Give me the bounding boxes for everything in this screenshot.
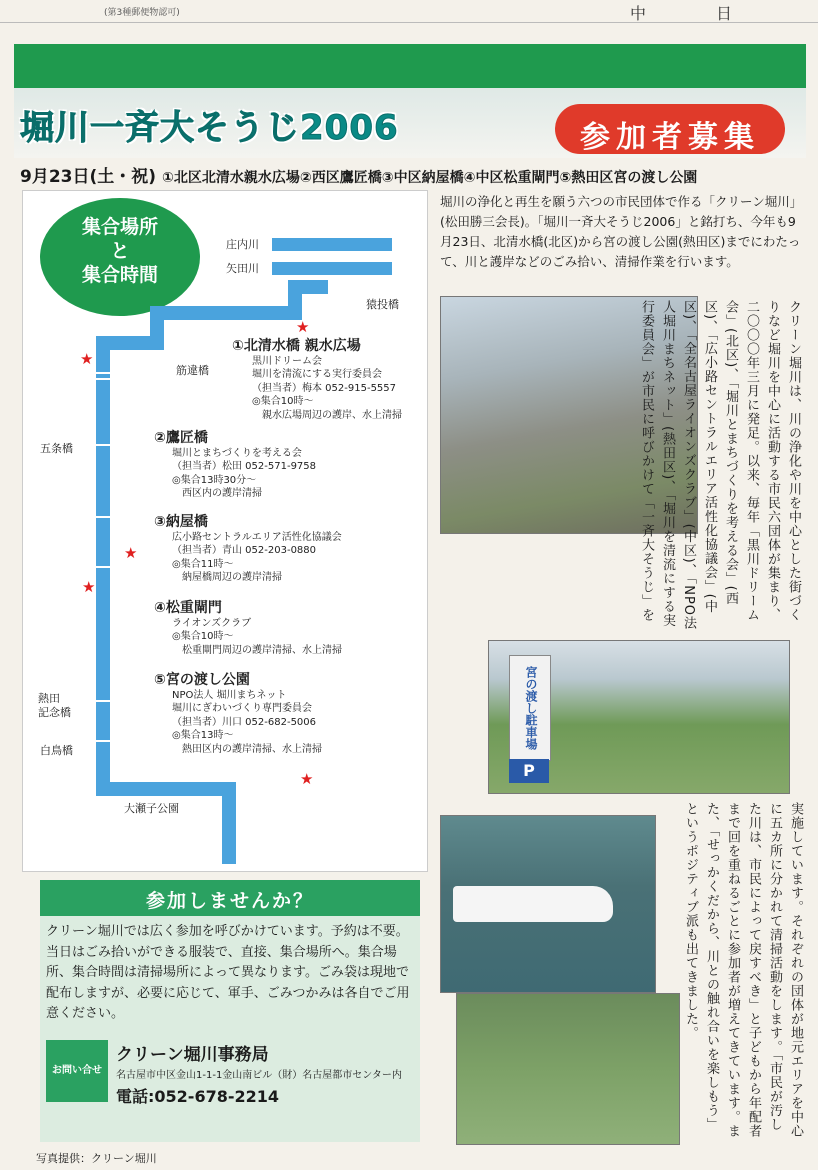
site-star-icon: ★	[300, 770, 314, 788]
site-2-line: （担当者）松田 052-571-9758	[172, 461, 317, 472]
site-3-line: ◎集合11時～	[172, 558, 234, 570]
cleanup-bank-photo	[456, 993, 680, 1145]
place-gojo-bridge: 五条橋	[40, 442, 73, 455]
article-body-col1-text: クリーン堀川は、川の浄化や川を中心とした街づくりなど堀川を中心に活動する市民六団体が集まり、二〇〇〇年三月に発足。以来、毎年「黒川ドリーム会」(北区)、「堀川とまちづくりを考える会」(西区)、「広小路セントラルエリア活性化協議会」(中区)、「全名古屋ライオンズクラブ」(中区)、「NPO法人堀川まちネット」(熱田区)、「堀川を清流にする実行委員会」が市民に呼びかけて「一斉大そうじ」を	[639, 300, 801, 631]
map-heading-line2: と	[110, 240, 130, 262]
site-5-line: （担当者）川口 052-682-5006	[172, 716, 317, 728]
river-shonai	[272, 238, 392, 251]
river-horikawa-bottom	[96, 782, 236, 796]
site-3-info	[154, 516, 414, 585]
site-1-line: ◎集合10時～	[252, 396, 314, 407]
place-oseko-park: 大瀬子公園	[124, 802, 179, 815]
site-2-name: ②鷹匠橋	[154, 430, 208, 446]
bridge-marker	[88, 444, 118, 446]
site-2-info	[154, 432, 414, 501]
place-sujikai-bridge: 筋違橋	[176, 364, 209, 377]
site-3-name: ③納屋橋	[154, 514, 208, 530]
article-body-col1	[639, 300, 804, 631]
place-kinen-bridge: 記念橋	[38, 706, 71, 719]
river-horikawa-outlet	[222, 782, 236, 864]
event-date-line	[20, 162, 697, 187]
parking-sign: 宮の渡し駐車場	[509, 655, 551, 761]
site-3-line: 広小路セントラルエリア活性化協議会	[172, 531, 342, 543]
paper-name: 中日	[630, 4, 803, 23]
map-heading-line1: 集合場所	[81, 216, 158, 238]
site-1-line: 堀川を清流にする実行委員会	[252, 369, 382, 380]
recruit-badge-label: 参加者募集	[580, 120, 760, 155]
site-4-name: ④松重閘門	[154, 600, 222, 616]
join-heading: 参加しませんか？	[145, 890, 314, 912]
article-body-col2-text: 実施しています。それぞれの団体が地元エリアを中心に五カ所に分かれて清掃活動をします。「市民が汚した川は、市民によって戻すべき」と子どもから年配者まで回を重ねるごとに参加者が増えてきています。また、「せっかくだから、川との触れ合いを楽しもう」というポジティブ派も出てきました。	[683, 802, 803, 1138]
place-shiratori-bridge: 白鳥橋	[40, 744, 73, 757]
site-star-icon: ★	[80, 350, 94, 368]
place-shonai-river: 庄内川	[226, 238, 259, 251]
join-heading-bar	[40, 880, 420, 916]
photo-credit: 写真提供：クリーン堀川	[36, 1152, 157, 1165]
office-name: クリーン堀川事務局	[116, 1045, 269, 1065]
place-yada-river: 矢田川	[226, 262, 259, 275]
site-3-line: 納屋橋周辺の護岸清掃	[172, 572, 282, 583]
site-1-info	[232, 340, 422, 422]
site-5-line: 堀川にぎわいづくり専門委員会	[172, 703, 312, 714]
lead-paragraph: 堀川の浄化と再生を願う六つの市民団体で作る「クリーン堀川」(松田勝三会長)。「堀川一斉大そうじ2006」と銘打ち、今年も9月23日、北清水橋(北区)から宮の渡し公園(熱田区)までにわたって、川と護岸などのごみ拾い、清掃作業を行います。	[440, 194, 803, 269]
office-phone: 電話:052-678-2214	[116, 1087, 280, 1106]
parking-p-icon: P	[509, 759, 549, 783]
site-5-line: ◎集合13時～	[172, 730, 234, 741]
event-day: (土・祝)	[89, 167, 157, 187]
map-heading-line3: 集合時間	[81, 264, 158, 286]
bridge-marker	[88, 566, 118, 568]
masthead-strip	[0, 0, 818, 23]
site-star-icon: ★	[296, 318, 310, 336]
event-sites: ①北区北清水親水広場②西区鷹匠橋③中区納屋橋④中区松重閘門⑤熱田区宮の渡し公園	[162, 170, 698, 186]
site-star-icon: ★	[124, 544, 138, 562]
office-address: 名古屋市中区金山1-1-1金山南ビル（財）名古屋都市センター内	[116, 1070, 402, 1081]
site-3-line: （担当者）青山 052-203-0880	[172, 545, 317, 556]
river-yada	[272, 262, 392, 275]
site-2-line: ◎集合13時30分～	[172, 474, 257, 486]
bridge-marker	[88, 700, 118, 702]
page-title: 堀川一斉大そうじ2006	[20, 108, 399, 148]
site-4-line: ◎集合10時～	[172, 631, 234, 642]
site-5-line: NPO法人 堀川まちネット	[172, 689, 287, 701]
site-1-line: 親水広場周辺の護岸、水上清掃	[252, 409, 402, 421]
bridge-marker	[88, 740, 118, 742]
site-5-info	[154, 674, 414, 756]
site-2-line: 堀川とまちづくりを考える会	[172, 447, 302, 459]
place-sanage-bridge: 猿投橋	[366, 298, 399, 311]
inquiry-label: お問い合せ	[46, 1040, 108, 1102]
boat-shape	[453, 886, 613, 922]
cleanup-park-photo	[488, 640, 790, 794]
recruit-badge	[555, 104, 785, 154]
site-4-line: 松重閘門周辺の護岸清掃、水上清掃	[172, 644, 342, 656]
site-5-line: 熱田区内の護岸清掃、水上清掃	[172, 743, 322, 755]
join-text: クリーン堀川では広く参加を呼びかけています。予約は不要。当日はごみ拾いができる服装で、直接、集合場所へ。集合場所、集合時間は清掃場所によって異なります。ごみ袋は現地で配布しますが、必要に応じて、軍手、ごみつかみは各自でご用意ください。	[46, 924, 410, 1021]
site-star-icon: ★	[82, 578, 96, 596]
bridge-marker	[88, 378, 118, 380]
article-body-col2	[660, 802, 806, 1142]
cleanup-boat-photo	[440, 815, 656, 993]
bridge-marker	[88, 516, 118, 518]
site-5-name: ⑤宮の渡し公園	[154, 672, 250, 688]
place-atsuta: 熱田	[38, 692, 60, 705]
map-heading-bubble	[40, 198, 200, 316]
site-1-line: 黒川ドリーム会	[252, 355, 322, 367]
site-2-line: 西区内の護岸清掃	[172, 488, 262, 499]
top-green-bar	[14, 44, 806, 88]
river-channel-west	[150, 306, 302, 320]
site-1-line: （担当者）梅本 052-915-5557	[252, 382, 397, 394]
site-4-line: ライオンズクラブ	[172, 617, 252, 629]
site-4-info	[154, 602, 414, 657]
site-1-name: ①北清水橋 親水広場	[232, 338, 361, 354]
mail-permit-note: (第3種郵便物認可)	[104, 8, 180, 18]
bridge-marker	[88, 372, 118, 374]
event-date: 9月23日	[20, 167, 90, 187]
